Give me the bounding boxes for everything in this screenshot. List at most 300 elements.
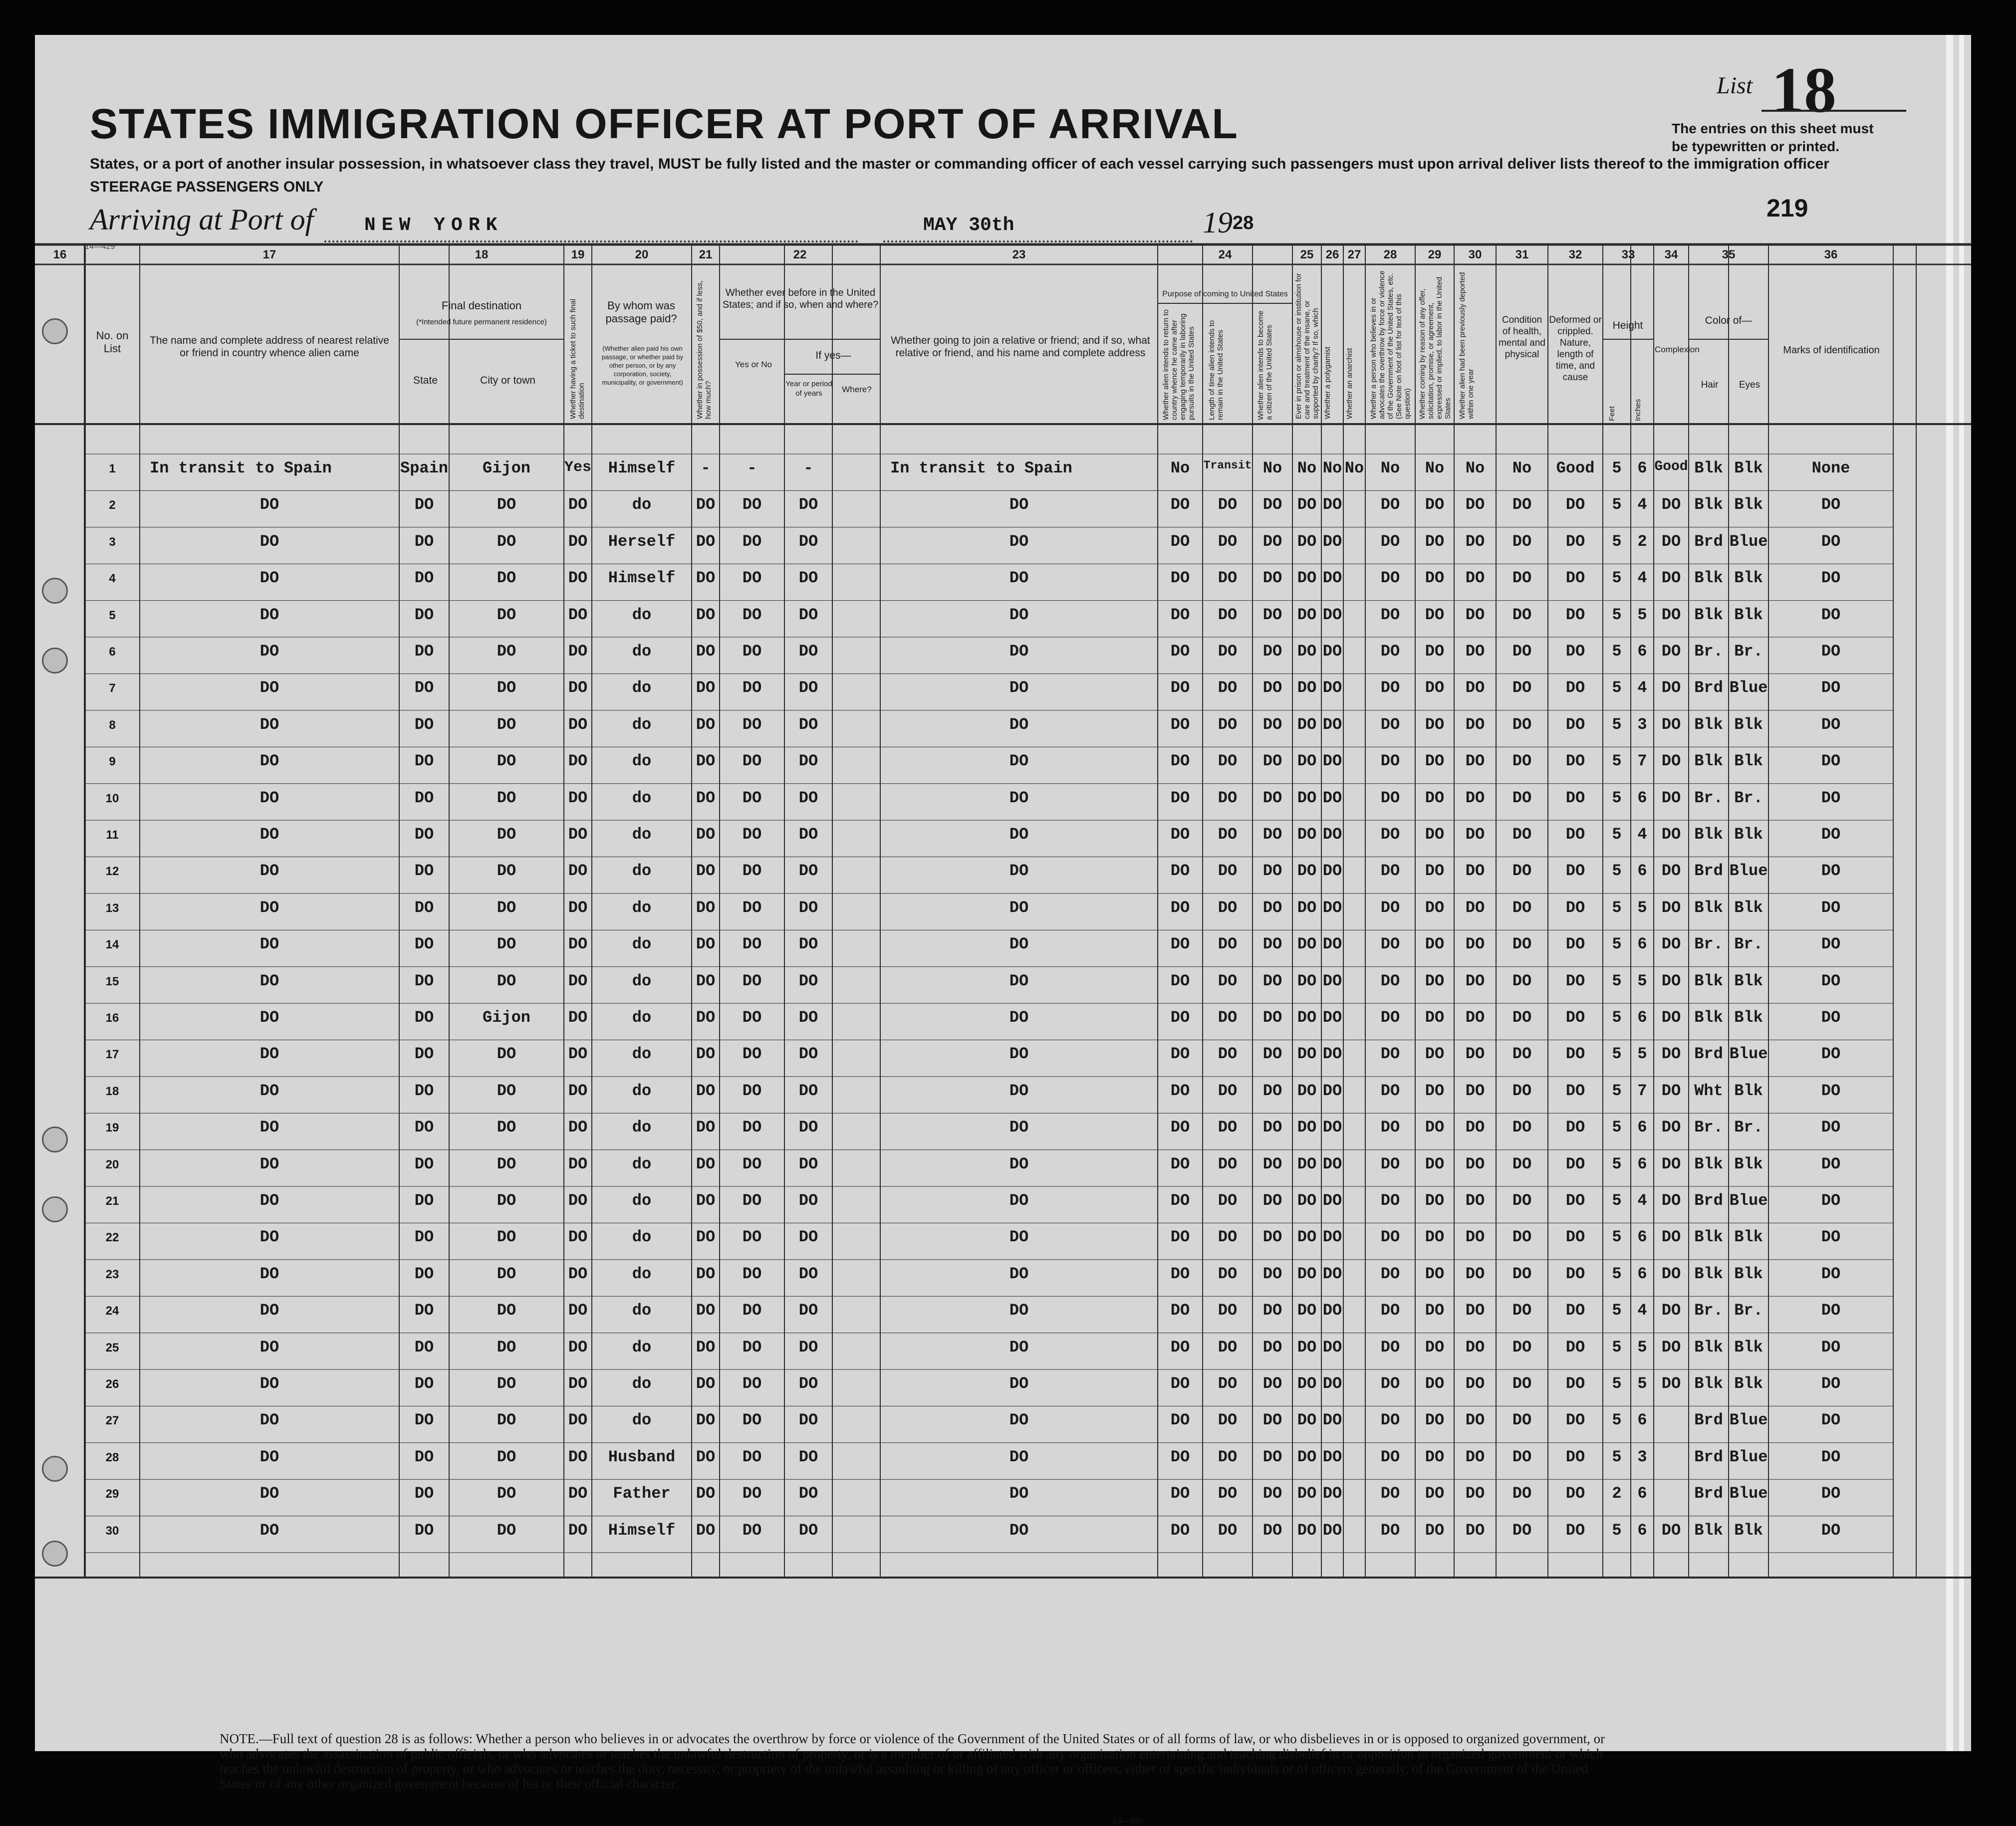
arrival-port: NEW YORK bbox=[364, 215, 504, 236]
cell-hair: Br. bbox=[1694, 1301, 1723, 1320]
cell-hair: Blk bbox=[1694, 1338, 1723, 1357]
cell-deformed: DO bbox=[1565, 1008, 1585, 1027]
cell-join: DO bbox=[1009, 1228, 1029, 1247]
cell-hair: Blk bbox=[1694, 569, 1723, 588]
cell-year: DO bbox=[798, 935, 818, 954]
cell-c30: No bbox=[1465, 459, 1485, 477]
cell-city: DO bbox=[497, 1411, 516, 1430]
cell-year: DO bbox=[798, 1191, 818, 1210]
purpose-header: Purpose of coming to United States bbox=[1162, 290, 1288, 298]
cell-c28: DO bbox=[1380, 1374, 1400, 1393]
cell-health: DO bbox=[1512, 1338, 1532, 1357]
cell-c30: DO bbox=[1465, 1154, 1485, 1173]
cell-c30: DO bbox=[1465, 1447, 1485, 1466]
cell-in: 5 bbox=[1637, 1045, 1647, 1064]
cell-marks: DO bbox=[1821, 679, 1841, 697]
list-note: The entries on this sheet must be typewritten or printed. bbox=[1672, 121, 1874, 154]
cell-city: DO bbox=[497, 1521, 516, 1540]
cell-ft: 5 bbox=[1612, 1374, 1622, 1393]
cell-cit: DO bbox=[1262, 1411, 1282, 1430]
cell-ticket: DO bbox=[568, 1264, 588, 1283]
cell-year: DO bbox=[798, 679, 818, 697]
cell-rel: DO bbox=[259, 1484, 279, 1503]
cell-city: DO bbox=[497, 825, 516, 844]
cell-marks: DO bbox=[1821, 1521, 1841, 1540]
cell-cit: DO bbox=[1262, 1191, 1282, 1210]
cell-state: DO bbox=[414, 1081, 434, 1100]
cell-cit: No bbox=[1262, 459, 1282, 477]
cell-cmp: DO bbox=[1661, 532, 1681, 551]
cell-ticket: DO bbox=[568, 788, 588, 807]
cell-in: 6 bbox=[1637, 1264, 1647, 1283]
cell-ret: DO bbox=[1170, 1191, 1190, 1210]
cell-marks: DO bbox=[1821, 825, 1841, 844]
cell-ret: DO bbox=[1170, 1521, 1190, 1540]
cell-in: 6 bbox=[1637, 788, 1647, 807]
cell-join: In transit to Spain bbox=[890, 459, 1072, 477]
cell-rel: DO bbox=[259, 1447, 279, 1466]
cell-rel: DO bbox=[259, 1228, 279, 1247]
cell-state: DO bbox=[414, 1118, 434, 1137]
cell-marks: DO bbox=[1821, 862, 1841, 881]
cell-in: 6 bbox=[1637, 935, 1647, 954]
cell-paid: do bbox=[632, 898, 652, 917]
cell-ft: 5 bbox=[1612, 1264, 1622, 1283]
cell-len: DO bbox=[1218, 679, 1238, 697]
cell-hair: Blk bbox=[1694, 825, 1723, 844]
cell-hair: Blk bbox=[1694, 1521, 1723, 1540]
cell-c30: DO bbox=[1465, 1191, 1485, 1210]
cell-len: DO bbox=[1218, 715, 1238, 734]
cell-paid: do bbox=[632, 1301, 652, 1320]
cell-ticket: DO bbox=[568, 532, 588, 551]
year-period-header: Year or period of years bbox=[785, 380, 832, 398]
cell-cmp: DO bbox=[1661, 1191, 1681, 1210]
cell-c29: DO bbox=[1425, 898, 1445, 917]
cell-before: DO bbox=[742, 1081, 762, 1100]
cell-deformed: DO bbox=[1565, 935, 1585, 954]
row-number: 3 bbox=[109, 535, 116, 549]
cell-cmp: DO bbox=[1661, 935, 1681, 954]
cell-paid: Herself bbox=[608, 532, 676, 551]
cell-ticket: DO bbox=[568, 605, 588, 624]
cell-year: DO bbox=[798, 1228, 818, 1247]
cell-ft: 5 bbox=[1612, 569, 1622, 588]
cell-rel: DO bbox=[259, 679, 279, 697]
cell-in: 5 bbox=[1637, 898, 1647, 917]
cell-cit: DO bbox=[1262, 1447, 1282, 1466]
cell-state: DO bbox=[414, 1191, 434, 1210]
cell-cmp: DO bbox=[1661, 605, 1681, 624]
cell-prison: DO bbox=[1297, 532, 1317, 551]
row-number: 21 bbox=[105, 1194, 119, 1208]
cell-state: DO bbox=[414, 679, 434, 697]
cell-in: 6 bbox=[1637, 1228, 1647, 1247]
cell-rel: DO bbox=[259, 569, 279, 588]
cell-before: DO bbox=[742, 1191, 762, 1210]
cell-marks: DO bbox=[1821, 642, 1841, 661]
cell-cit: DO bbox=[1262, 1228, 1282, 1247]
cell-hair: Brd bbox=[1694, 1484, 1723, 1503]
cell-city: DO bbox=[497, 752, 516, 771]
row-number: 5 bbox=[109, 608, 116, 622]
cell-c29: DO bbox=[1425, 642, 1445, 661]
cell-len: DO bbox=[1218, 1008, 1238, 1027]
cell-city: DO bbox=[497, 532, 516, 551]
cell-before: DO bbox=[742, 898, 762, 917]
cell-rel: In transit to Spain bbox=[150, 459, 332, 477]
cell-ft: 5 bbox=[1612, 935, 1622, 954]
cell-marks: DO bbox=[1821, 971, 1841, 990]
cell-year: DO bbox=[798, 1118, 818, 1137]
cell-city: DO bbox=[497, 788, 516, 807]
cell-deformed: DO bbox=[1565, 1081, 1585, 1100]
cell-ft: 5 bbox=[1612, 862, 1622, 881]
cell-ret: DO bbox=[1170, 1447, 1190, 1466]
cell-prison: DO bbox=[1297, 935, 1317, 954]
cell-ret: DO bbox=[1170, 532, 1190, 551]
cell-c29: DO bbox=[1425, 495, 1445, 514]
cell-health: DO bbox=[1512, 532, 1532, 551]
cell-marks: None bbox=[1811, 459, 1850, 477]
cell-cit: DO bbox=[1262, 752, 1282, 771]
cell-ft: 5 bbox=[1612, 1301, 1622, 1320]
cell-eyes: Blk bbox=[1734, 752, 1763, 771]
cell-ret: DO bbox=[1170, 1264, 1190, 1283]
cell-poly: DO bbox=[1322, 898, 1342, 917]
arrival-year-prefix: 19 bbox=[1203, 206, 1233, 239]
cell-c28: DO bbox=[1380, 495, 1400, 514]
cell-join: DO bbox=[1009, 1301, 1029, 1320]
cell-eyes: Blue bbox=[1729, 679, 1768, 697]
arrival-year-suffix: 28 bbox=[1233, 213, 1254, 233]
cell-deformed: DO bbox=[1565, 1301, 1585, 1320]
row-number: 24 bbox=[105, 1304, 119, 1318]
cell-rel: DO bbox=[259, 715, 279, 734]
cell-ticket: DO bbox=[568, 935, 588, 954]
cell-money: DO bbox=[696, 1411, 716, 1430]
cell-money: DO bbox=[696, 642, 716, 661]
cell-len: DO bbox=[1218, 1191, 1238, 1210]
cell-ret: DO bbox=[1170, 752, 1190, 771]
cell-paid: do bbox=[632, 605, 652, 624]
cell-eyes: Blk bbox=[1734, 1374, 1763, 1393]
cell-c30: DO bbox=[1465, 605, 1485, 624]
length-stay-header: Length of time alien intends to remain in the United States bbox=[1208, 320, 1225, 420]
cell-marks: DO bbox=[1821, 1118, 1841, 1137]
cell-prison: DO bbox=[1297, 825, 1317, 844]
cell-ticket: DO bbox=[568, 1374, 588, 1393]
cell-money: - bbox=[701, 459, 711, 477]
polygamist-header: Whether a polygamist bbox=[1323, 346, 1332, 419]
cell-city: DO bbox=[497, 715, 516, 734]
cell-eyes: Br. bbox=[1734, 1118, 1763, 1137]
cell-marks: DO bbox=[1821, 1264, 1841, 1283]
cell-ticket: DO bbox=[568, 862, 588, 881]
cell-poly: DO bbox=[1322, 971, 1342, 990]
cell-ft: 5 bbox=[1612, 715, 1622, 734]
cell-paid: do bbox=[632, 1118, 652, 1137]
cell-c29: DO bbox=[1425, 1118, 1445, 1137]
cell-cit: DO bbox=[1262, 1081, 1282, 1100]
cell-c28: DO bbox=[1380, 1154, 1400, 1173]
cell-rel: DO bbox=[259, 495, 279, 514]
cell-len: DO bbox=[1218, 788, 1238, 807]
cell-money: DO bbox=[696, 898, 716, 917]
cell-eyes: Blk bbox=[1734, 1228, 1763, 1247]
cell-ret: DO bbox=[1170, 1484, 1190, 1503]
cell-poly: DO bbox=[1322, 1081, 1342, 1100]
cell-money: DO bbox=[696, 1374, 716, 1393]
cell-ticket: Yes bbox=[564, 459, 591, 476]
cell-prison: DO bbox=[1297, 1118, 1317, 1137]
column-number: 22 bbox=[793, 248, 807, 261]
cell-len: DO bbox=[1218, 1338, 1238, 1357]
cell-money: DO bbox=[696, 971, 716, 990]
cell-c28: DO bbox=[1380, 642, 1400, 661]
return-intent-header: Whether alien intends to return to country whence he came after engaging temporarily in laboring pursuits in the United States bbox=[1162, 309, 1196, 420]
cell-in: 5 bbox=[1637, 1338, 1647, 1357]
cell-city: DO bbox=[497, 679, 516, 697]
cell-deformed: DO bbox=[1565, 715, 1585, 734]
cell-len: DO bbox=[1218, 1264, 1238, 1283]
cell-money: DO bbox=[696, 935, 716, 954]
cell-len: DO bbox=[1218, 569, 1238, 588]
cell-in: 6 bbox=[1637, 1521, 1647, 1540]
cell-ticket: DO bbox=[568, 1228, 588, 1247]
column-number: 20 bbox=[635, 248, 649, 261]
cell-hair: Blk bbox=[1694, 1264, 1723, 1283]
cell-ft: 5 bbox=[1612, 1081, 1622, 1100]
cell-money: DO bbox=[696, 1008, 716, 1027]
money-header: Whether in possession of $50, and if less, how much? bbox=[696, 280, 713, 419]
cell-year: DO bbox=[798, 1301, 818, 1320]
column-number: 35 bbox=[1722, 248, 1736, 261]
cell-ft: 5 bbox=[1612, 752, 1622, 771]
cell-poly: DO bbox=[1322, 679, 1342, 697]
cell-join: DO bbox=[1009, 532, 1029, 551]
cell-deformed: DO bbox=[1565, 1191, 1585, 1210]
cell-ticket: DO bbox=[568, 1081, 588, 1100]
cell-poly: DO bbox=[1322, 935, 1342, 954]
row-number: 29 bbox=[105, 1487, 119, 1501]
final-destination-header: Final destination bbox=[441, 299, 522, 312]
cell-rel: DO bbox=[259, 1374, 279, 1393]
cell-state: DO bbox=[414, 569, 434, 588]
cell-len: DO bbox=[1218, 1118, 1238, 1137]
cell-ticket: DO bbox=[568, 1301, 588, 1320]
cell-rel: DO bbox=[259, 898, 279, 917]
cell-city: DO bbox=[497, 935, 516, 954]
cell-before: - bbox=[747, 459, 757, 477]
cell-prison: DO bbox=[1297, 1045, 1317, 1064]
manifest-sheet bbox=[35, 35, 1971, 1826]
cell-before: DO bbox=[742, 971, 762, 990]
labor-offer-header: Whether coming by reason of any offer, solicitation, promise, or agreement, expressed or implied, to labor in the United States bbox=[1418, 276, 1452, 419]
cell-c28: DO bbox=[1380, 862, 1400, 881]
cell-before: DO bbox=[742, 715, 762, 734]
cell-join: DO bbox=[1009, 788, 1029, 807]
cell-ret: DO bbox=[1170, 971, 1190, 990]
cell-money: DO bbox=[696, 752, 716, 771]
cell-eyes: Blue bbox=[1729, 1045, 1768, 1064]
cell-eyes: Blk bbox=[1734, 1338, 1763, 1357]
cell-eyes: Blk bbox=[1734, 1154, 1763, 1173]
cell-ret: DO bbox=[1170, 1154, 1190, 1173]
cell-hair: Blk bbox=[1694, 715, 1723, 734]
cell-year: DO bbox=[798, 971, 818, 990]
cell-cit: DO bbox=[1262, 495, 1282, 514]
cell-city: DO bbox=[497, 1264, 516, 1283]
cell-c30: DO bbox=[1465, 569, 1485, 588]
cell-c29: DO bbox=[1425, 569, 1445, 588]
column-number: 23 bbox=[1012, 248, 1026, 261]
cell-join: DO bbox=[1009, 752, 1029, 771]
cell-health: DO bbox=[1512, 1154, 1532, 1173]
cell-state: DO bbox=[414, 1411, 434, 1430]
cell-join: DO bbox=[1009, 1008, 1029, 1027]
cell-cmp: DO bbox=[1661, 1008, 1681, 1027]
cell-ticket: DO bbox=[568, 1008, 588, 1027]
cell-ft: 5 bbox=[1612, 1521, 1622, 1540]
cell-paid: do bbox=[632, 935, 652, 954]
cell-cmp: DO bbox=[1661, 1118, 1681, 1137]
cell-poly: DO bbox=[1322, 1338, 1342, 1357]
cell-in: 7 bbox=[1637, 752, 1647, 771]
cell-ret: DO bbox=[1170, 1374, 1190, 1393]
cell-rel: DO bbox=[259, 1411, 279, 1430]
cell-ticket: DO bbox=[568, 1521, 588, 1540]
cell-deformed: DO bbox=[1565, 1521, 1585, 1540]
cell-health: DO bbox=[1512, 1301, 1532, 1320]
cell-deformed: DO bbox=[1565, 532, 1585, 551]
cell-join: DO bbox=[1009, 1374, 1029, 1393]
cell-ret: DO bbox=[1170, 1338, 1190, 1357]
cell-year: DO bbox=[798, 1338, 818, 1357]
cell-health: DO bbox=[1512, 1045, 1532, 1064]
cell-health: DO bbox=[1512, 935, 1532, 954]
cell-in: 4 bbox=[1637, 679, 1647, 697]
cell-rel: DO bbox=[259, 1264, 279, 1283]
cell-poly: DO bbox=[1322, 862, 1342, 881]
cell-ret: DO bbox=[1170, 605, 1190, 624]
cell-deformed: DO bbox=[1565, 1338, 1585, 1357]
cell-rel: DO bbox=[259, 1008, 279, 1027]
cell-health: DO bbox=[1512, 1264, 1532, 1283]
cell-len: DO bbox=[1218, 1374, 1238, 1393]
cell-c29: DO bbox=[1425, 1081, 1445, 1100]
cell-city: DO bbox=[497, 898, 516, 917]
cell-c28: No bbox=[1380, 459, 1400, 477]
cell-paid: do bbox=[632, 788, 652, 807]
cell-c28: DO bbox=[1380, 825, 1400, 844]
cell-c29: DO bbox=[1425, 1154, 1445, 1173]
cell-money: DO bbox=[696, 532, 716, 551]
cell-c30: DO bbox=[1465, 1045, 1485, 1064]
cell-city: DO bbox=[497, 1447, 516, 1466]
cell-money: DO bbox=[696, 788, 716, 807]
cell-eyes: Blue bbox=[1729, 862, 1768, 881]
cell-ticket: DO bbox=[568, 1154, 588, 1173]
cell-rel: DO bbox=[259, 1118, 279, 1137]
cell-poly: No bbox=[1322, 459, 1342, 477]
cell-c28: DO bbox=[1380, 898, 1400, 917]
cell-ft: 5 bbox=[1612, 971, 1622, 990]
cell-marks: DO bbox=[1821, 1008, 1841, 1027]
column-number: 17 bbox=[262, 248, 276, 261]
cell-join: DO bbox=[1009, 1045, 1029, 1064]
cell-cmp: DO bbox=[1661, 971, 1681, 990]
cell-paid: do bbox=[632, 679, 652, 697]
cell-c30: DO bbox=[1465, 862, 1485, 881]
cell-state: Spain bbox=[400, 459, 448, 477]
cell-c30: DO bbox=[1465, 898, 1485, 917]
cell-year: DO bbox=[798, 752, 818, 771]
cell-eyes: Blue bbox=[1729, 1484, 1768, 1503]
join-relative-header: Whether going to join a relative or friend; and if so, what relative or friend, and his name and complete address bbox=[891, 335, 1150, 359]
cell-len: DO bbox=[1218, 1447, 1238, 1466]
cell-hair: Blk bbox=[1694, 1228, 1723, 1247]
cell-cmp: DO bbox=[1661, 788, 1681, 807]
cell-marks: DO bbox=[1821, 1411, 1841, 1430]
cell-c28: DO bbox=[1380, 1228, 1400, 1247]
cell-rel: DO bbox=[259, 1154, 279, 1173]
cell-year: DO bbox=[798, 788, 818, 807]
cell-city: DO bbox=[497, 862, 516, 881]
cell-state: DO bbox=[414, 971, 434, 990]
cell-prison: DO bbox=[1297, 715, 1317, 734]
cell-poly: DO bbox=[1322, 605, 1342, 624]
cell-ticket: DO bbox=[568, 898, 588, 917]
cell-deformed: DO bbox=[1565, 495, 1585, 514]
cell-marks: DO bbox=[1821, 1301, 1841, 1320]
cell-c28: DO bbox=[1380, 752, 1400, 771]
cell-c28: DO bbox=[1380, 605, 1400, 624]
cell-hair: Blk bbox=[1694, 605, 1723, 624]
cell-year: DO bbox=[798, 1008, 818, 1027]
form-code: 14—429 bbox=[85, 242, 115, 251]
row-number: 18 bbox=[105, 1084, 119, 1098]
cell-eyes: Blk bbox=[1734, 898, 1763, 917]
cell-health: DO bbox=[1512, 1521, 1532, 1540]
cell-c28: DO bbox=[1380, 1008, 1400, 1027]
cell-health: DO bbox=[1512, 495, 1532, 514]
cell-prison: DO bbox=[1297, 862, 1317, 881]
cell-deformed: DO bbox=[1565, 825, 1585, 844]
cell-city: DO bbox=[497, 1484, 516, 1503]
cell-c30: DO bbox=[1465, 1374, 1485, 1393]
cell-deformed: DO bbox=[1565, 898, 1585, 917]
cell-before: DO bbox=[742, 788, 762, 807]
list-number: 18 bbox=[1771, 54, 1836, 126]
row-number: 19 bbox=[105, 1121, 119, 1135]
row-number: 16 bbox=[105, 1011, 119, 1025]
cell-health: DO bbox=[1512, 1081, 1532, 1100]
cell-hair: Brd bbox=[1694, 1045, 1723, 1064]
cell-marks: DO bbox=[1821, 788, 1841, 807]
cell-cit: DO bbox=[1262, 862, 1282, 881]
cell-c28: DO bbox=[1380, 1301, 1400, 1320]
cell-prison: DO bbox=[1297, 898, 1317, 917]
cell-join: DO bbox=[1009, 1118, 1029, 1137]
cell-money: DO bbox=[696, 1484, 716, 1503]
cell-in: 7 bbox=[1637, 1081, 1647, 1100]
cell-paid: do bbox=[632, 1045, 652, 1064]
cell-prison: DO bbox=[1297, 679, 1317, 697]
cell-cit: DO bbox=[1262, 1264, 1282, 1283]
cell-c30: DO bbox=[1465, 532, 1485, 551]
cell-poly: DO bbox=[1322, 1374, 1342, 1393]
